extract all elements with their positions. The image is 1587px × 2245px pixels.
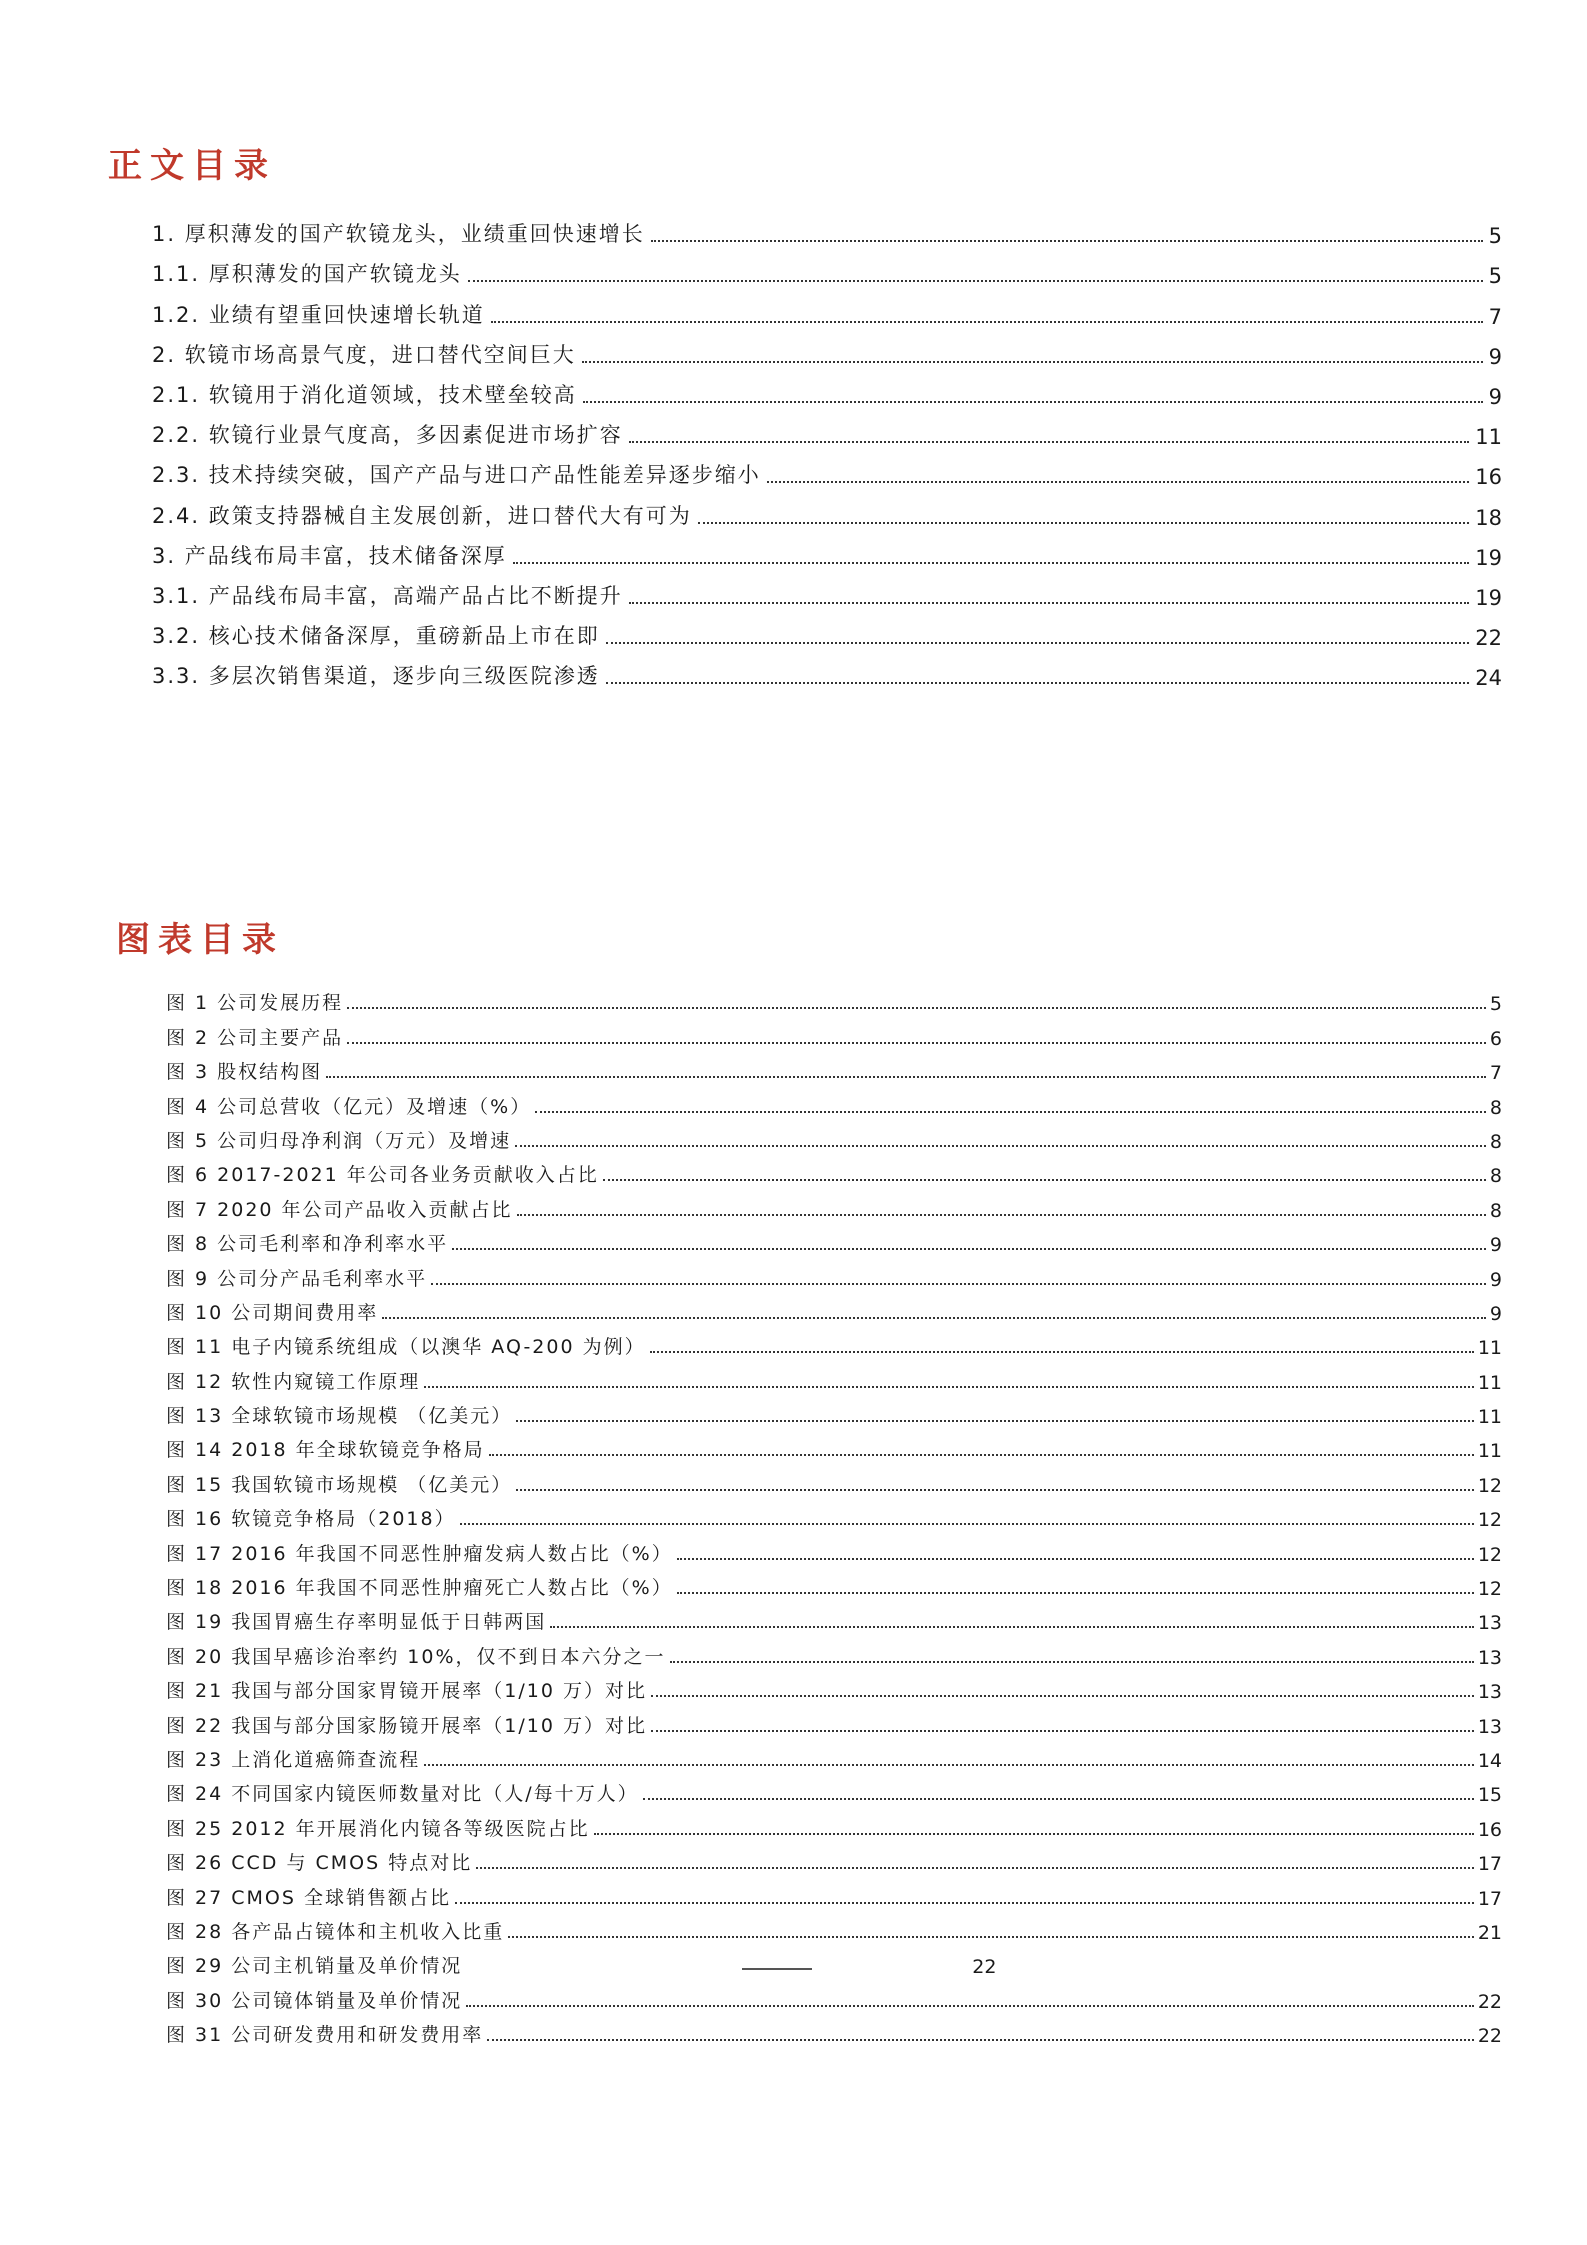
toc-entry-label: 图 31 公司研发费用和研发费用率 [166,2024,484,2047]
toc-entry[interactable] [166,1050,1502,1084]
toc-entry[interactable] [166,1222,1502,1256]
main-toc-list [152,208,1502,690]
toc-entry[interactable] [166,1875,1502,1909]
toc-entry-page: 13 [1477,1681,1502,1704]
toc-entry-label: 2.4. 政策支持器械自主发展创新，进口替代大有可为 [152,503,692,528]
figure-toc-list [166,981,1502,2047]
dot-leader [347,1042,1486,1044]
dot-leader [516,1420,1474,1422]
toc-entry-page: 12 [1477,1509,1502,1532]
toc-entry-page: 19 [1475,585,1502,610]
toc-entry-label: 图 13 全球软镜市场规模 （亿美元） [166,1405,513,1428]
toc-entry[interactable] [166,1325,1502,1359]
dot-leader [643,1798,1474,1800]
toc-entry-label: 图 16 软镜竞争格局（2018） [166,1508,456,1531]
toc-entry-label: 2.1. 软镜用于消化道领域，技术壁垒较高 [152,382,577,407]
dot-leader [651,240,1483,242]
toc-entry-label: 图 1 公司发展历程 [166,992,344,1015]
toc-entry-label: 3. 产品线布局丰富，技术储备深厚 [152,543,507,568]
toc-entry-page: 16 [1475,465,1502,490]
toc-entry[interactable] [166,1462,1502,1496]
toc-entry-page: 12 [1477,1543,1502,1566]
toc-entry-label: 图 18 2016 年我国不同恶性肿瘤死亡人数占比（%） [166,1577,673,1600]
toc-entry[interactable] [152,248,1502,288]
toc-entry-page: 11 [1477,1371,1502,1394]
toc-entry[interactable] [166,1669,1502,1703]
toc-entry-page: 8 [1489,1165,1502,1188]
dot-leader [326,1076,1486,1078]
toc-entry[interactable] [152,449,1502,489]
dot-leader [468,280,1483,282]
toc-entry-label: 图 20 我国早癌诊治率约 10%，仅不到日本六分之一 [166,1645,666,1668]
toc-entry[interactable] [152,329,1502,369]
toc-entry-label: 图 24 不同国家内镜医师数量对比（人/每十万人） [166,1783,639,1806]
toc-entry-page: 11 [1477,1337,1502,1360]
toc-entry-page: 7 [1488,304,1502,329]
toc-entry-page: 11 [1475,425,1502,450]
toc-entry[interactable] [166,1153,1502,1187]
toc-entry-page: 13 [1477,1715,1502,1738]
toc-entry-page: 5 [1489,993,1502,1016]
toc-entry-label: 图 23 上消化道癌筛查流程 [166,1748,421,1771]
toc-entry[interactable] [166,1015,1502,1049]
toc-entry-label: 图 30 公司镜体销量及单价情况 [166,1989,463,2012]
dot-leader [670,1661,1474,1663]
toc-entry-page: 12 [1477,1474,1502,1497]
toc-entry-page: 11 [1477,1406,1502,1429]
toc-entry[interactable] [166,1291,1502,1325]
toc-entry-page: 5 [1488,224,1502,249]
dot-leader [603,1179,1486,1181]
dot-leader [491,321,1483,323]
dot-leader [606,642,1470,644]
toc-entry[interactable] [166,1531,1502,1565]
toc-entry[interactable] [166,1806,1502,1840]
dot-leader [382,1317,1486,1319]
toc-entry-page: 17 [1477,1887,1502,1910]
toc-entry-page: 24 [1475,666,1502,691]
dot-leader [508,1936,1474,1938]
toc-entry[interactable] [166,1703,1502,1737]
figure-toc-title: 图表目录 [116,920,284,960]
toc-entry-page: 22 [1477,1990,1502,2013]
toc-entry-label: 图 9 公司分产品毛利率水平 [166,1267,428,1290]
toc-entry[interactable] [166,1359,1502,1393]
toc-entry-page: 8 [1489,1130,1502,1153]
toc-entry[interactable] [166,1772,1502,1806]
toc-entry-label: 2.3. 技术持续突破，国产产品与进口产品性能差异逐步缩小 [152,463,761,488]
toc-entry-label: 图 11 电子内镜系统组成（以澳华 AQ-200 为例） [166,1336,646,1359]
dot-leader [460,1523,1474,1525]
toc-entry-label: 1.1. 厚积薄发的国产软镜龙头 [152,262,462,287]
toc-entry-label: 图 26 CCD 与 CMOS 特点对比 [166,1852,473,1875]
toc-entry[interactable] [166,1978,1502,2012]
dot-leader [455,1902,1474,1904]
toc-entry[interactable] [152,570,1502,610]
toc-entry[interactable] [166,981,1502,1015]
toc-entry-page: 18 [1475,505,1502,530]
toc-entry[interactable] [166,1187,1502,1221]
toc-entry-label: 图 3 股权结构图 [166,1061,323,1084]
toc-entry-page: 13 [1477,1612,1502,1635]
toc-entry[interactable] [152,288,1502,328]
toc-entry[interactable] [166,1634,1502,1668]
toc-entry-label: 图 22 我国与部分国家肠镜开展率（1/10 万）对比 [166,1714,647,1737]
dot-leader [513,562,1470,564]
dot-leader [452,1248,1486,1250]
dot-leader [583,401,1483,403]
toc-entry-label: 图 14 2018 年全球软镜竞争格局 [166,1439,485,1462]
toc-entry-page: 19 [1475,545,1502,570]
toc-entry[interactable] [166,1119,1502,1153]
toc-entry-label: 图 15 我国软镜市场规模 （亿美元） [166,1473,513,1496]
dot-leader [476,1867,1474,1869]
dot-leader [515,1145,1486,1147]
toc-entry-page: 9 [1488,344,1502,369]
toc-entry-page: 6 [1489,1027,1502,1050]
toc-entry-page: 15 [1477,1784,1502,1807]
dot-leader [516,1489,1474,1491]
toc-entry-label: 图 19 我国胃癌生存率明显低于日韩两国 [166,1611,547,1634]
dot-leader [535,1111,1486,1113]
toc-entry-page: 17 [1477,1853,1502,1876]
toc-entry-label: 2. 软镜市场高景气度，进口替代空间巨大 [152,342,576,367]
dot-leader [582,361,1483,363]
toc-entry-label: 图 25 2012 年开展消化内镜各等级医院占比 [166,1817,590,1840]
dot-leader [698,522,1470,524]
dot-leader [651,1730,1474,1732]
dot-leader [606,682,1470,684]
toc-entry[interactable] [166,1256,1502,1290]
dot-leader [594,1833,1474,1835]
toc-entry-label: 图 28 各产品占镜体和主机收入比重 [166,1920,505,1943]
toc-entry-label: 2.2. 软镜行业景气度高，多因素促进市场扩容 [152,423,623,448]
dot-leader [424,1764,1474,1766]
toc-entry-page: 9 [1489,1234,1502,1257]
dot-leader [742,1968,812,1970]
toc-entry[interactable] [166,1084,1502,1118]
toc-entry[interactable] [166,1841,1502,1875]
dot-leader [347,1007,1486,1009]
toc-entry-page: 22 [1477,2025,1502,2048]
toc-entry-page: 16 [1477,1818,1502,1841]
toc-entry-page: 9 [1489,1302,1502,1325]
toc-entry-page: 9 [1488,384,1502,409]
toc-entry[interactable] [166,1944,1502,1978]
toc-entry-page: 5 [1488,264,1502,289]
toc-entry-label: 图 12 软性内窥镜工作原理 [166,1370,421,1393]
toc-entry[interactable] [166,1566,1502,1600]
toc-entry-label: 图 17 2016 年我国不同恶性肿瘤发病人数占比（%） [166,1542,673,1565]
toc-entry-label: 1. 厚积薄发的国产软镜龙头，业绩重回快速增长 [152,222,645,247]
toc-entry-label: 1.2. 业绩有望重回快速增长轨道 [152,302,485,327]
toc-entry[interactable] [166,1394,1502,1428]
toc-entry-page: 12 [1477,1578,1502,1601]
toc-entry-page: 22 [1475,626,1502,651]
dot-leader [677,1558,1474,1560]
toc-entry-page: 21 [1477,1921,1502,1944]
toc-entry-label: 图 6 2017-2021 年公司各业务贡献收入占比 [166,1164,599,1187]
toc-entry-label: 图 7 2020 年公司产品收入贡献占比 [166,1198,513,1221]
toc-entry[interactable] [152,530,1502,570]
toc-entry-page: 22 [972,1956,997,1979]
toc-entry-label: 图 2 公司主要产品 [166,1026,344,1049]
dot-leader [466,2005,1474,2007]
toc-entry-label: 图 21 我国与部分国家胃镜开展率（1/10 万）对比 [166,1680,647,1703]
toc-entry[interactable] [166,1910,1502,1944]
toc-entry-label: 图 10 公司期间费用率 [166,1301,379,1324]
dot-leader [767,481,1470,483]
toc-entry-label: 图 29 公司主机销量及单价情况 [166,1955,463,1978]
toc-entry[interactable] [166,1497,1502,1531]
dot-leader [424,1386,1474,1388]
toc-entry[interactable] [166,1600,1502,1634]
toc-entry-page: 11 [1477,1440,1502,1463]
toc-entry[interactable] [166,1428,1502,1462]
toc-entry-label: 图 5 公司归母净利润（万元）及增速 [166,1129,512,1152]
dot-leader [550,1626,1474,1628]
toc-entry-page: 13 [1477,1646,1502,1669]
dot-leader [517,1214,1486,1216]
toc-entry-label: 图 4 公司总营收（亿元）及增速（%） [166,1095,532,1118]
dot-leader [489,1454,1474,1456]
dot-leader [487,2039,1474,2041]
toc-entry-label: 图 27 CMOS 全球销售额占比 [166,1886,451,1909]
toc-entry-label: 3.1. 产品线布局丰富，高端产品占比不断提升 [152,583,623,608]
dot-leader [629,602,1470,604]
toc-entry-page: 9 [1489,1268,1502,1291]
toc-entry[interactable] [166,2013,1502,2047]
toc-entry[interactable] [152,489,1502,529]
dot-leader [629,441,1470,443]
toc-entry-page: 7 [1489,1062,1502,1085]
toc-entry-page: 8 [1489,1199,1502,1222]
toc-entry-label: 图 8 公司毛利率和净利率水平 [166,1233,449,1256]
toc-entry[interactable] [166,1738,1502,1772]
toc-entry-page: 8 [1489,1096,1502,1119]
toc-entry[interactable] [152,369,1502,409]
toc-entry[interactable] [152,650,1502,690]
toc-entry[interactable] [152,409,1502,449]
main-toc-title: 正文目录 [108,146,276,186]
toc-entry-label: 3.3. 多层次销售渠道，逐步向三级医院渗透 [152,664,600,689]
dot-leader [431,1283,1486,1285]
toc-entry-label: 3.2. 核心技术储备深厚，重磅新品上市在即 [152,624,600,649]
dot-leader [677,1592,1474,1594]
dot-leader [651,1695,1474,1697]
toc-entry[interactable] [152,208,1502,248]
toc-entry-page: 14 [1477,1749,1502,1772]
toc-entry[interactable] [152,610,1502,650]
dot-leader [650,1351,1474,1353]
